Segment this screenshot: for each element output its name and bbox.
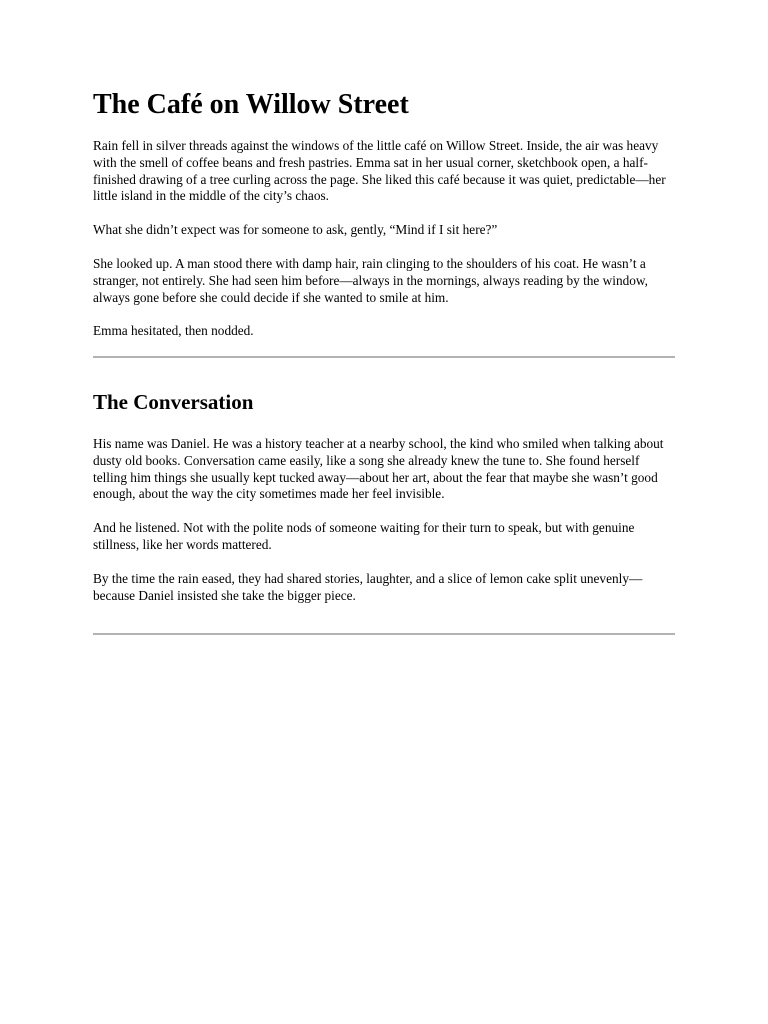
section-heading: The Conversation xyxy=(93,390,254,414)
paragraph: Rain fell in silver threads against the windows of the little café on Willow Street. Inside, the air was heavy with the smell of coffee beans and fresh pastries. Emma sat in her usual corner, sketchbook open, a half-finished drawing of a tree curling across the page. She liked this café because it was quiet, predictable—her little island in the middle of the city’s chaos. xyxy=(93,138,666,204)
paragraph: She looked up. A man stood there with damp hair, rain clinging to the shoulders of his coat. He wasn’t a stranger, not entirely. She had seen him before—always in the mornings, always reading by the window, always gone before she could decide if she wanted to smile at him. xyxy=(93,255,648,305)
paragraph: What she didn’t expect was for someone to ask, gently, “Mind if I sit here?” xyxy=(93,222,498,238)
paragraph: By the time the rain eased, they had shared stories, laughter, and a slice of lemon cake split unevenly—because Daniel insisted she take the bigger piece. xyxy=(93,570,643,603)
section-conversation xyxy=(93,388,675,621)
section-intro xyxy=(93,138,675,357)
section-divider xyxy=(93,633,675,635)
paragraph: And he listened. Not with the polite nods of someone waiting for their turn to speak, but with genuine stillness, like her words mattered. xyxy=(93,520,635,552)
paragraph: His name was Daniel. He was a history teacher at a nearby school, the kind who smiled when talking about dusty old books. Conversation came easily, like a song she already knew the tune to. She found herself telling him things she usually kept tucked away—about her art, about the fear that maybe she wasn’t good enough, about the way the city sometimes made her feel invisible. xyxy=(93,436,664,502)
document-title: The Café on Willow Street xyxy=(93,89,409,120)
paragraph: Emma hesitated, then nodded. xyxy=(93,323,254,339)
section-divider xyxy=(93,356,675,358)
